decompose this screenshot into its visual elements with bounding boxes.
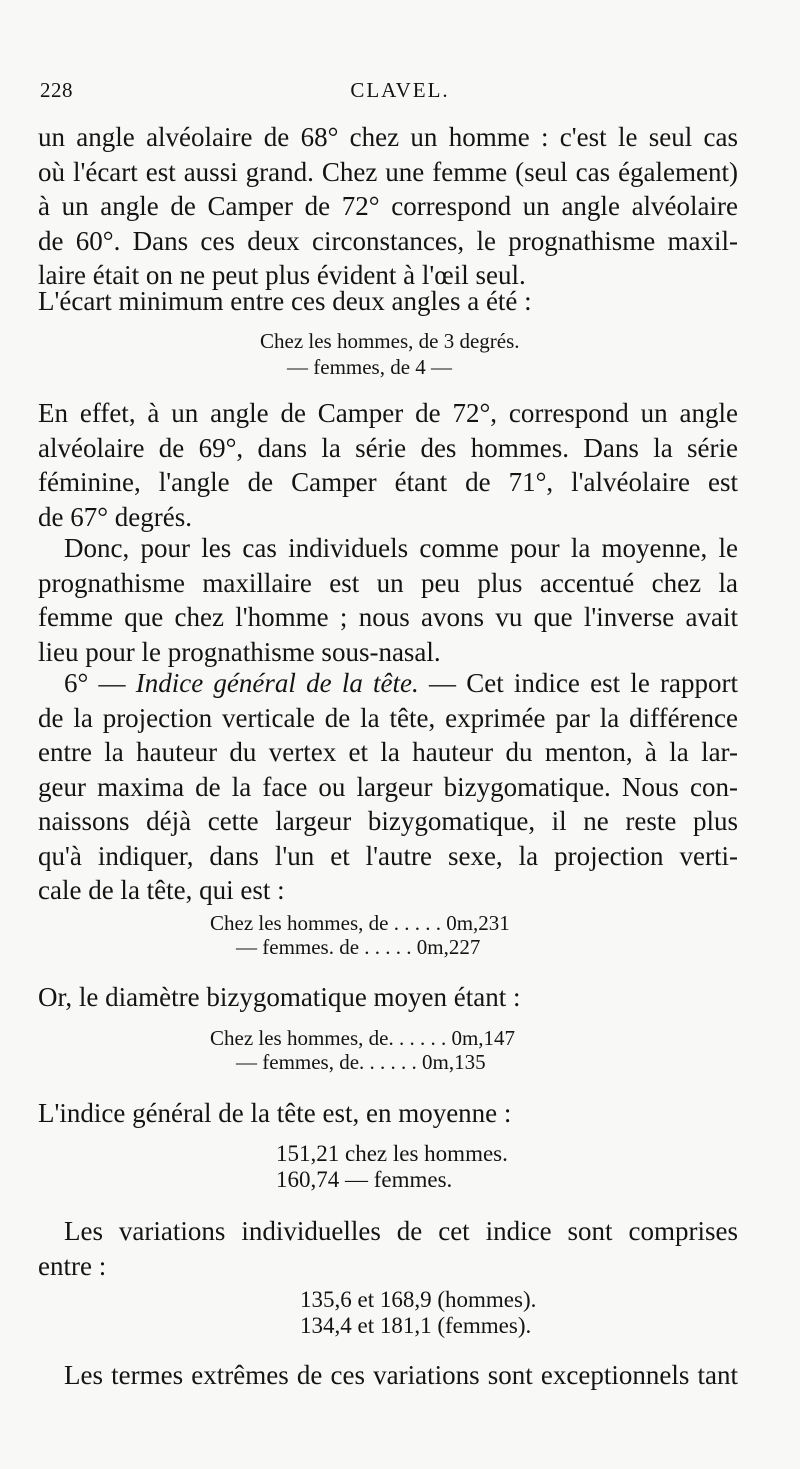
dash: — [98,668,126,698]
text-line: de 67° degrés. [38,501,192,532]
text-line: geur maxima de la face ou largeur bizygomatique. Nous con- [38,771,738,802]
text-line: lieu pour le prognathisme sous-nasal. [38,636,441,667]
text-line: où l'écart est aussi grand. Chez une femme (seul cas également) [38,156,738,187]
list-item: — femmes. de . . . . . 0m,227 [236,935,481,959]
list-item: — femmes, de. . . . . . 0m,135 [236,1050,486,1074]
text-line: qu'à indiquer, dans l'un et l'autre sexe, la projection verti- [38,840,738,871]
paragraph-7 [38,1096,738,1131]
paragraph-3 [38,396,738,534]
list-item: — femmes, de 4 — [287,355,453,379]
paragraph-9 [38,1358,738,1393]
paragraph-4 [38,531,738,669]
text-line: Les termes extrêmes de ces variations sont exceptionnels tant [64,1360,738,1390]
text-line: féminine, l'angle de Camper étant de 71°, l'alvéolaire est [38,467,738,497]
text-line: L'écart minimum entre ces deux angles a été : [38,286,532,316]
running-head: CLAVEL. [350,78,450,102]
text-line: L'indice général de la tête est, en moyenne : [38,1098,512,1128]
list-item: 160,74 — femmes. [276,1167,453,1192]
text-line: entre : [38,1250,107,1281]
page-header [40,78,740,104]
text-line: femme que chez l'homme ; nous avons vu que l'inverse avait [38,602,738,632]
paragraph-5 [38,666,738,908]
list-item: Chez les hommes, de . . . . . 0m,231 [210,911,510,935]
text-line: naissons déjà cette largeur bizygomatique, il ne reste plus [38,806,738,836]
list-item: 135,6 et 168,9 (hommes). [300,1287,537,1312]
paragraph-2 [38,284,738,319]
page-number: 228 [40,78,73,102]
text-line: Les variations individuelles de cet indice sont comprises [64,1216,738,1246]
text-line: à un angle de Camper de 72° correspond un angle alvéolaire [38,191,738,221]
text-line: Or, le diamètre bizygomatique moyen étant : [38,982,521,1012]
list-item: 134,4 et 181,1 (femmes). [300,1313,532,1338]
text-line: cale de la tête, qui est : [38,875,285,905]
paragraph-8 [38,1214,738,1283]
list-item: Chez les hommes, de. . . . . . 0m,147 [210,1026,516,1050]
section-title: Indice général de la tête. [135,668,419,698]
text-line: prognathisme maxillaire est un peu plus accentué chez la [38,567,738,598]
text-fragment: — Cet indice est le rapport [428,668,738,698]
paragraph-1 [38,120,738,293]
section-heading-line [38,666,738,701]
list-item: Chez les hommes, de 3 degrés. [260,329,520,353]
section-number: 6° [64,668,89,698]
paragraph-6 [38,980,738,1015]
text-line: alvéolaire de 69°, dans la série des hommes. Dans la série [38,432,738,463]
text-line: Donc, pour les cas individuels comme pour la moyenne, le [64,533,738,563]
text-line: un angle alvéolaire de 68° chez un homme : c'est le seul cas [38,122,738,152]
list-item: 151,21 chez les hommes. [276,1141,508,1166]
text-line: En effet, à un angle de Camper de 72°, correspond un angle [38,398,738,428]
text-line: de la projection verticale de la tête, exprimée par la différence [38,702,738,733]
text-line: de 60°. Dans ces deux circonstances, le prognathisme maxil- [38,225,738,256]
text-line: entre la hauteur du vertex et la hauteur du menton, à la lar- [38,737,738,767]
text-line: laire était on ne peut plus évident à l'œil seul. [38,260,526,290]
